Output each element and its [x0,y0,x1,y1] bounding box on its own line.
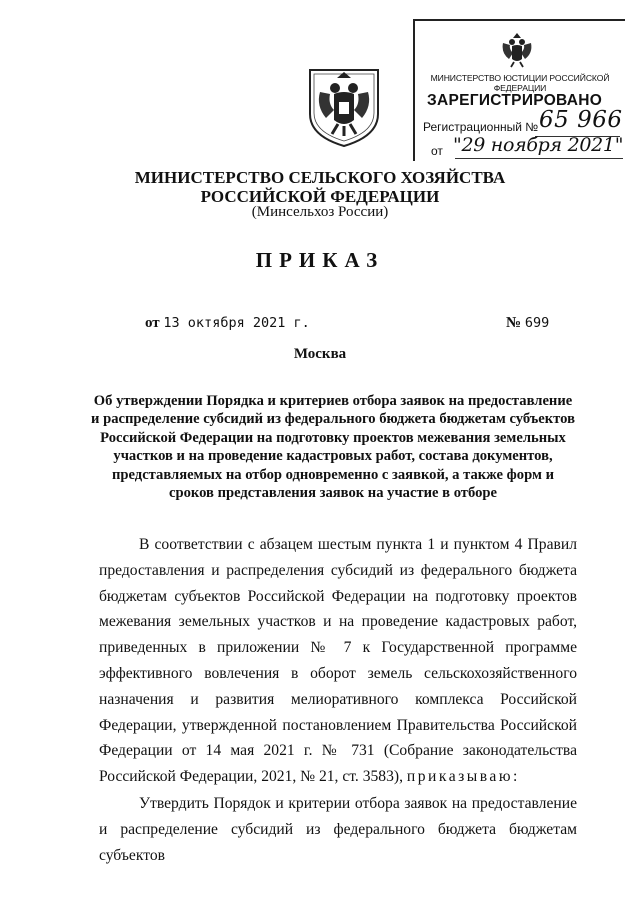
document-type-title: ПРИКАЗ [255,248,385,272]
body-paragraph-2: Утвердить Порядок и критерии отбора заявок на предоставление и распределение субсидий из федерального бюджета бюджетам субъектов [99,795,577,864]
stamp-ministry-label: МИНИСТЕРСТВО ЮСТИЦИИ РОССИЙСКОЙ ФЕДЕРАЦИИ [430,73,610,93]
registration-stamp [413,19,625,161]
order-directive: приказываю: [406,768,520,786]
stamp-registration-number: 65 966 [539,107,623,133]
order-date-value: 13 октября 2021 г. [163,315,310,331]
body-paragraph-1-text: В соответствии с абзацем шестым пункта 1 и пунктом 4 Правил предоставления и распределения субсидий из федерального бюджета бюджетам субъектов Российской Федерации на подготовку проектов межевания земельных участков и на проведение кадастровых работ, приведенных в приложении № 7 к Государственной программе эффективного вовлечения в оборот земель сельскохозяйственного назначения и развития мелиоративного комплекса Российской Федерации, утвержденной постановлением Правительства Российской Федерации от 14 мая 2021 г. № 731 (Собрание законодательства Российской Федерации, 2021, № 21, ст. 3583), [99,536,577,786]
order-date [145,315,310,332]
stamp-date-underline [455,158,623,159]
stamp-emblem-icon [497,29,537,69]
stamp-registered-label: ЗАРЕГИСТРИРОВАНО [427,92,603,109]
order-date-prefix: от [145,315,160,331]
order-number-prefix: № [506,315,522,331]
order-number [506,315,549,332]
ministry-name-line2: РОССИЙСКОЙ ФЕДЕРАЦИИ [200,187,440,206]
stamp-number-label: Регистрационный № [423,120,539,134]
stamp-date-label: от [431,144,443,158]
ministry-name-line1: МИНИСТЕРСТВО СЕЛЬСКОГО ХОЗЯЙСТВА [134,168,506,187]
city-name: Москва [293,346,347,362]
body-paragraph-1 [99,532,577,790]
ministry-short-name: (Минсельхоз России) [251,204,389,220]
order-number-value: 699 [524,315,550,331]
order-subject-heading: Об утверждении Порядка и критериев отбора заявок на предоставление и распределение субсидий из федерального бюджета бюджетам субъектов Российской Федерации на подготовку проектов межевания земельных участков и на проведение кадастровых работ, состава документов, представляемых на отбор одновременно с заявкой, а также форм и сроков представления заявок на участие в отборе [91,393,575,502]
coat-of-arms-emblem [304,66,384,148]
stamp-registration-date: "29 ноября 2021" [453,134,624,156]
